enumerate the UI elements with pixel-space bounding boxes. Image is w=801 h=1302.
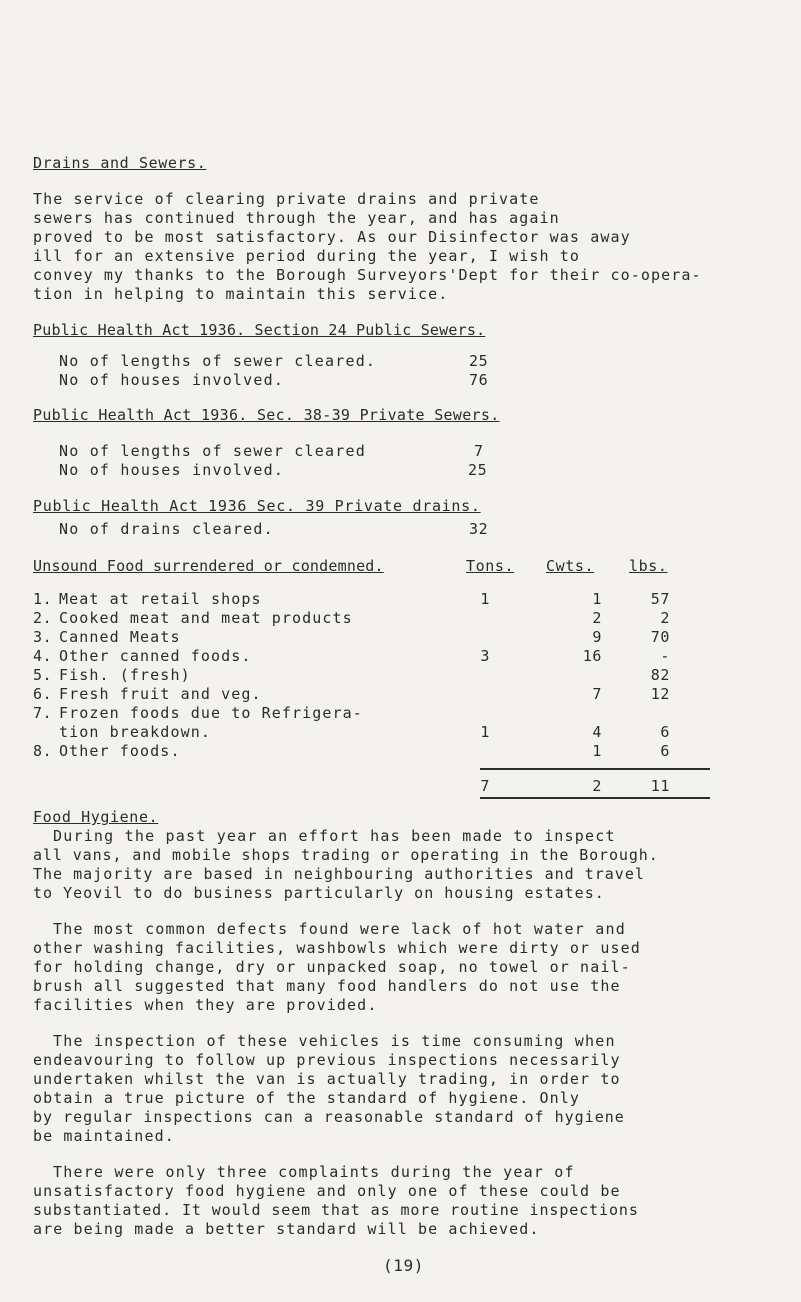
food-row-item: Meat at retail shops [59,590,262,608]
hygiene-text-line: obtain a true picture of the standard of hygiene. Only [33,1089,581,1107]
hygiene-text-line: by regular inspections can a reasonable standard of hygiene [33,1108,625,1126]
food-row-cwts: 16 [582,647,602,665]
hygiene-text-line: brush all suggested that many food handlers do not use the [33,977,621,995]
section39-heading: Public Health Act 1936 Sec. 39 Private drains. [33,497,481,515]
hygiene-text-line: be maintained. [33,1127,175,1145]
hygiene-text-line: all vans, and mobile shops trading or operating in the Borough. [33,846,659,864]
drains-text-line: ill for an extensive period during the year, I wish to [33,247,581,265]
food-row-cwts: 1 [592,590,602,608]
col-cwts-header: Cwts. [546,557,595,575]
food-row-number: 4. [33,647,53,665]
food-row-item: Fish. (fresh) [59,666,191,684]
food-row-item: Cooked meat and meat products [59,609,353,627]
totals-bottom-rule [480,797,710,799]
food-row-item: Other canned foods. [59,647,252,665]
drains-text-line: proved to be most satisfactory. As our Disinfector was away [33,228,631,246]
section38-label: No of lengths of sewer cleared [59,442,366,460]
section38-value: 25 [468,461,488,479]
drains-text-line: sewers has continued through the year, and has again [33,209,560,227]
drains-heading: Drains and Sewers. [33,154,207,172]
hygiene-text-line: unsatisfactory food hygiene and only one of these could be [33,1182,621,1200]
food-row-number: 8. [33,742,53,760]
food-row-lbs: 2 [660,609,670,627]
section39-value: 32 [469,520,489,538]
food-row-lbs: 6 [660,742,670,760]
section38-heading: Public Health Act 1936. Sec. 38-39 Private Sewers. [33,406,500,424]
food-row-lbs: - [660,647,670,665]
hygiene-text-line: facilities when they are provided. [33,996,378,1014]
food-row-item: Other foods. [59,742,181,760]
hygiene-text-line: The inspection of these vehicles is time consuming when [53,1032,616,1050]
drains-text-line: convey my thanks to the Borough Surveyors'Dept for their co-opera- [33,266,702,284]
hygiene-text-line: are being made a better standard will be achieved. [33,1220,540,1238]
food-row-number: 3. [33,628,53,646]
food-row-lbs: 57 [650,590,670,608]
food-row-cwts: 7 [592,685,602,703]
col-tons-header: Tons. [466,557,515,575]
page-number: (19) [383,1256,424,1275]
food-row-lbs: 70 [650,628,670,646]
hygiene-text-line: The majority are based in neighbouring authorities and travel [33,865,645,883]
food-row-number: 5. [33,666,53,684]
food-row-cwts: 2 [592,609,602,627]
section24-heading: Public Health Act 1936. Section 24 Public Sewers. [33,321,486,339]
section24-label: No of houses involved. [59,371,285,389]
food-row-number: 2. [33,609,53,627]
food-row-item: tion breakdown. [59,723,211,741]
drains-text-line: The service of clearing private drains and private [33,190,540,208]
section24-label: No of lengths of sewer cleared. [59,352,377,370]
hygiene-text-line: The most common defects found were lack of hot water and [53,920,626,938]
drains-text-line: tion in helping to maintain this service. [33,285,449,303]
hygiene-text-line: to Yeovil to do business particularly on housing estates. [33,884,605,902]
col-lbs-header: lbs. [629,557,668,575]
food-row-tons: 3 [480,647,490,665]
food-row-lbs: 12 [650,685,670,703]
hygiene-text-line: other washing facilities, washbowls which were dirty or used [33,939,641,957]
food-row-number: 1. [33,590,53,608]
totals-top-rule [480,768,710,770]
total-tons: 7 [480,777,490,795]
food-row-tons: 1 [480,590,490,608]
hygiene-text-line: substantiated. It would seem that as more routine inspections [33,1201,639,1219]
total-lbs: 11 [650,777,670,795]
food-row-number: 6. [33,685,53,703]
hygiene-text-line: for holding change, dry or unpacked soap, no towel or nail- [33,958,631,976]
hygiene-text-line: During the past year an effort has been made to inspect [53,827,616,845]
food-row-item: Canned Meats [59,628,181,646]
section24-value: 76 [469,371,489,389]
food-row-lbs: 82 [650,666,670,684]
section24-value: 25 [469,352,489,370]
food-row-cwts: 9 [592,628,602,646]
hygiene-text-line: There were only three complaints during the year of [53,1163,575,1181]
section38-label: No of houses involved. [59,461,285,479]
food-row-number: 7. [33,704,53,722]
section38-value: 7 [474,442,484,460]
hygiene-text-line: undertaken whilst the van is actually trading, in order to [33,1070,621,1088]
food-row-item: Fresh fruit and veg. [59,685,262,703]
total-cwts: 2 [592,777,602,795]
food-row-cwts: 1 [592,742,602,760]
food-row-item: Frozen foods due to Refrigera- [59,704,363,722]
section39-label: No of drains cleared. [59,520,274,538]
hygiene-heading: Food Hygiene. [33,808,159,826]
food-table-heading: Unsound Food surrendered or condemned. [33,557,384,575]
food-row-lbs: 6 [660,723,670,741]
food-row-cwts: 4 [592,723,602,741]
hygiene-text-line: endeavouring to follow up previous inspections necessarily [33,1051,621,1069]
food-row-tons: 1 [480,723,490,741]
